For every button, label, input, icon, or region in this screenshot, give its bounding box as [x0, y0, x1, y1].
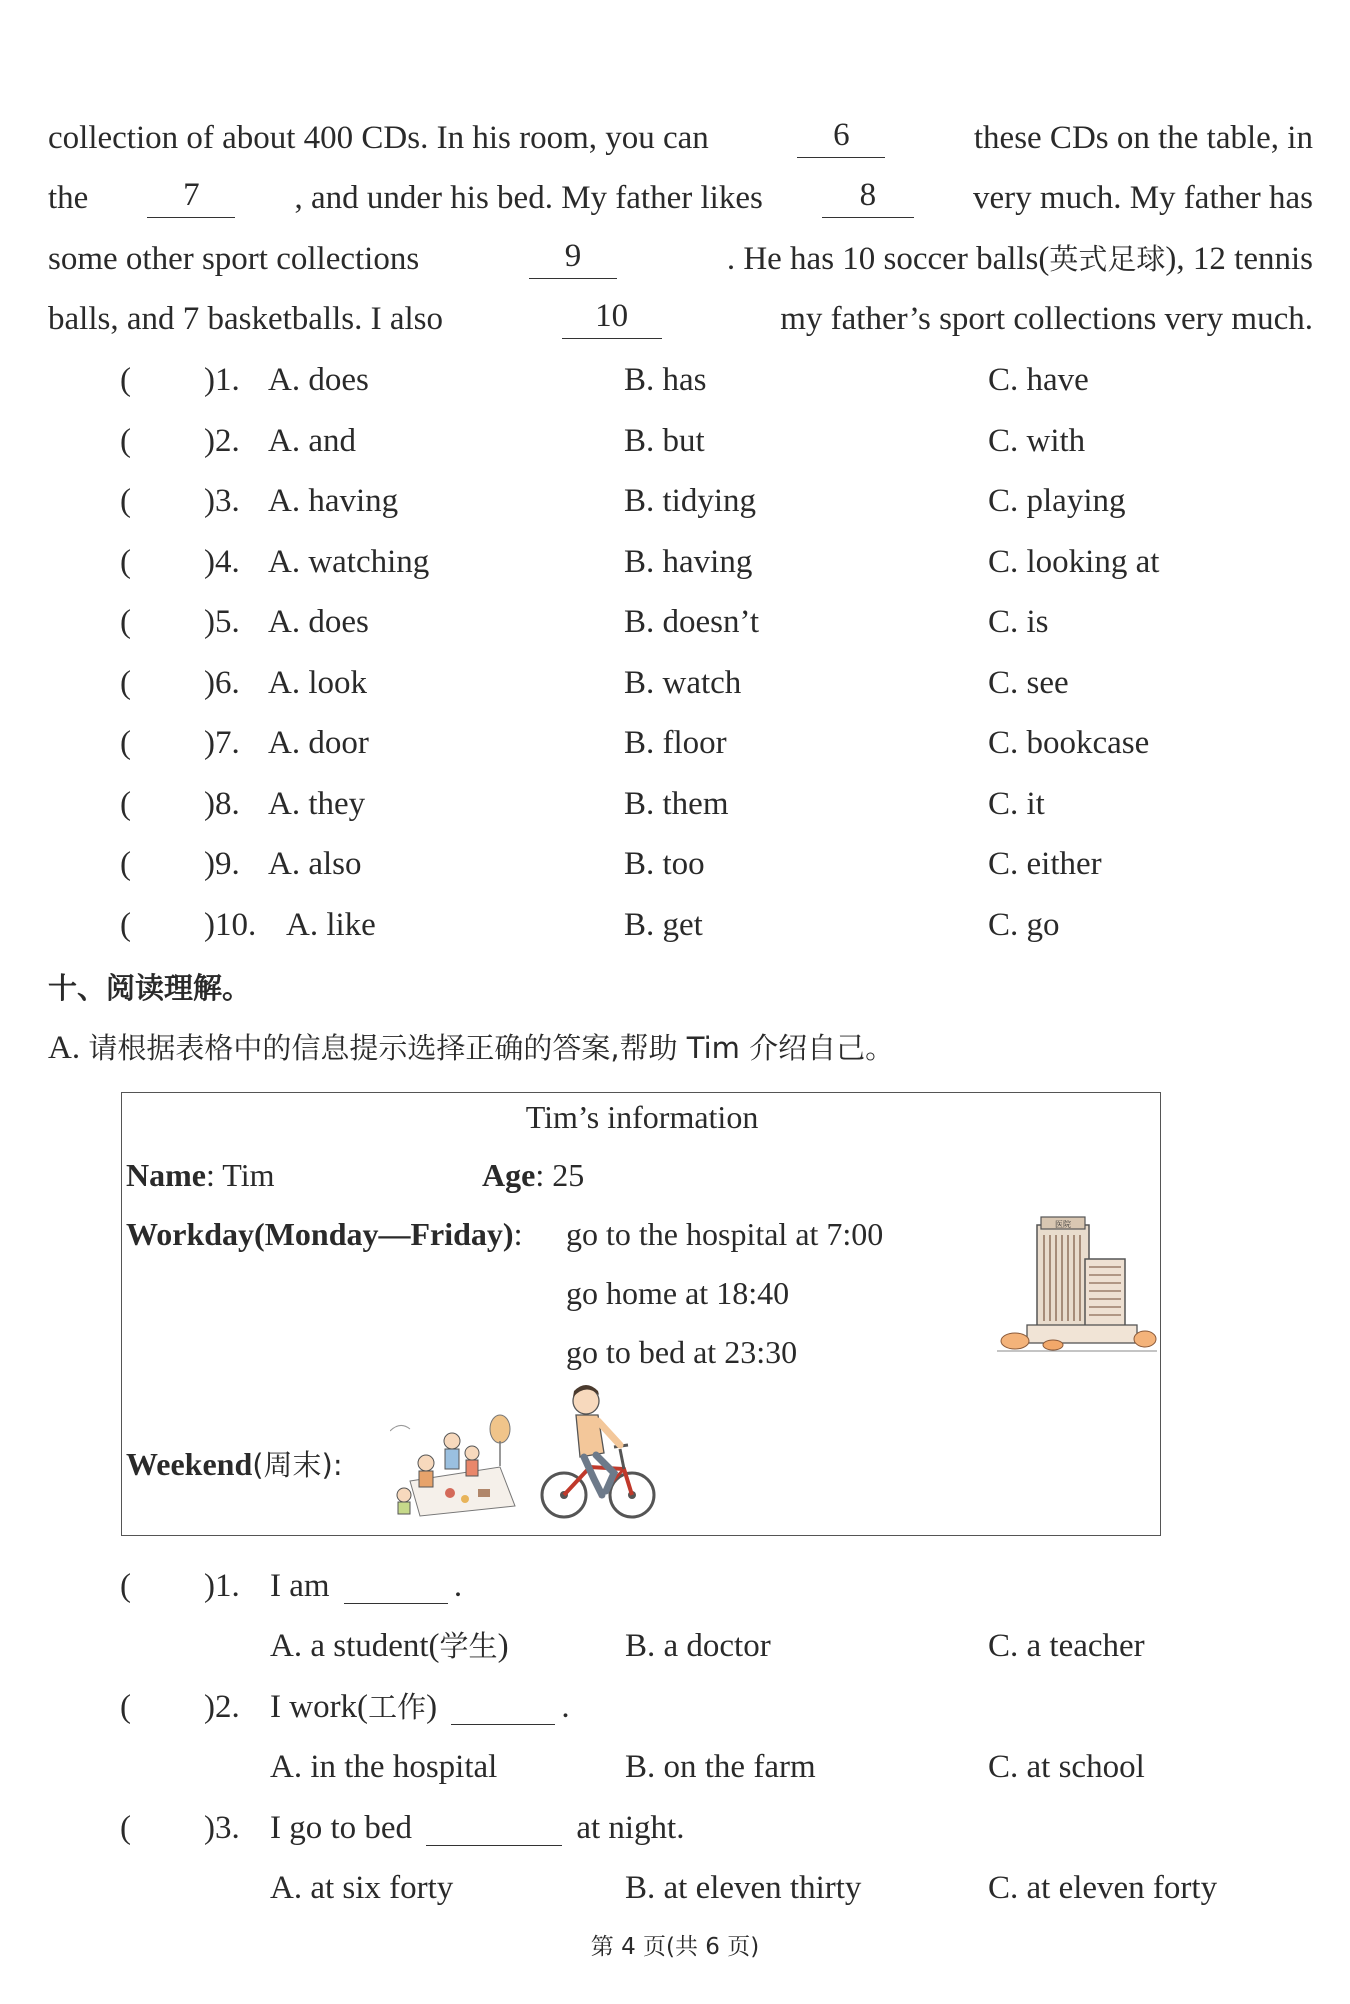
option-a[interactable] [270, 1747, 497, 1787]
text: some other sport collections [48, 241, 420, 277]
option-text-cn: 学生 [439, 1629, 498, 1663]
workday-colon: : [513, 1216, 523, 1252]
option-a[interactable] [270, 1868, 453, 1908]
option-c[interactable]: C. at eleven forty [988, 1870, 1218, 1906]
answer-blank[interactable] [344, 1569, 448, 1604]
answer-blank[interactable] [426, 1811, 562, 1846]
option-a[interactable]: A. door [268, 725, 369, 761]
option-a[interactable]: A. they [268, 785, 366, 822]
stem-text-cn: 工作 [368, 1690, 427, 1724]
blank-9[interactable]: 9 [529, 239, 617, 279]
text-cn: 英式足球 [1049, 242, 1166, 276]
question-stem [270, 1687, 570, 1727]
question-number: )5. [204, 604, 240, 640]
table-title: Tim’s information [525, 1099, 759, 1135]
option-b[interactable]: B. but [624, 422, 705, 459]
stem-text: I am [270, 1568, 330, 1604]
option-b[interactable]: B. them [624, 785, 729, 822]
option-a[interactable] [270, 1626, 509, 1666]
part-a-instruction [48, 1028, 894, 1068]
option-b[interactable]: B. on the farm [625, 1749, 816, 1785]
question-stem [270, 1566, 462, 1606]
passage-line-2 [48, 178, 1313, 218]
question-number: )3. [204, 1810, 240, 1846]
question-number: )7. [204, 725, 240, 761]
blank-7[interactable]: 7 [147, 178, 235, 218]
text: balls, and 7 basketballs. I also [48, 301, 444, 337]
stem-tail: at night. [576, 1810, 685, 1846]
stem-text: I go to bed [270, 1810, 413, 1846]
option-a[interactable]: A. like [286, 906, 376, 943]
question-number: )1. [204, 362, 240, 398]
option-c[interactable]: C. have [988, 362, 1089, 398]
answer-paren[interactable]: ( [120, 604, 131, 640]
text: ), 12 tennis [1165, 241, 1313, 277]
option-c[interactable]: C. with [988, 422, 1086, 459]
age-value: : 25 [535, 1157, 585, 1193]
schedule-item: go to bed at 23:30 [566, 1334, 798, 1370]
option-b[interactable]: B. get [624, 906, 703, 943]
section-ten-title: 十、阅读理解。 [48, 971, 252, 1005]
option-b[interactable]: B. watch [624, 664, 742, 701]
option-a[interactable]: A. and [268, 422, 356, 459]
option-text: ) [497, 1628, 509, 1664]
answer-paren[interactable]: ( [120, 1810, 131, 1846]
option-b[interactable]: B. too [624, 846, 705, 882]
part-a-text: 请根据表格中的信息提示选择正确的答案,帮助 Tim 介绍自己。 [88, 1031, 895, 1065]
option-c[interactable]: C. bookcase [988, 725, 1150, 761]
weekend-cn: (周末): [252, 1448, 343, 1482]
option-a[interactable]: A. having [268, 483, 399, 519]
answer-paren[interactable]: ( [120, 543, 131, 580]
option-b[interactable]: B. floor [624, 725, 727, 761]
workday-label: Workday(Monday—Friday) [126, 1216, 514, 1252]
weekend-row [126, 1444, 343, 1485]
option-b[interactable]: B. a doctor [625, 1628, 771, 1664]
option-text: A. a student( [270, 1628, 440, 1664]
option-b[interactable]: B. tidying [624, 483, 757, 519]
blank-8[interactable]: 8 [822, 178, 914, 218]
text: , and under his bed. My father likes [294, 180, 763, 216]
option-a[interactable]: A. watching [268, 543, 430, 580]
question-number: )1. [204, 1568, 240, 1604]
age-row [482, 1155, 584, 1195]
option-c[interactable]: C. a teacher [988, 1628, 1145, 1664]
stem-tail: . [453, 1568, 463, 1604]
answer-paren[interactable]: ( [120, 785, 131, 822]
page-footer: 第 4 页(共 6 页) [590, 1934, 760, 1960]
option-c[interactable]: C. playing [988, 483, 1126, 519]
schedule-item: go home at 18:40 [566, 1275, 790, 1311]
passage-line-4 [48, 299, 1313, 339]
schedule-item: go to the hospital at 7:00 [566, 1216, 884, 1252]
name-label: Name [126, 1157, 206, 1193]
text: collection of about 400 CDs. In his room, you can [48, 120, 709, 156]
answer-paren[interactable]: ( [120, 1568, 131, 1604]
question-number: )4. [204, 543, 240, 580]
option-c[interactable]: C. either [988, 846, 1102, 882]
answer-paren[interactable]: ( [120, 483, 131, 519]
question-stem [270, 1808, 684, 1848]
passage-line-1 [48, 118, 1313, 158]
text: my father’s sport collections very much. [780, 301, 1313, 337]
option-c[interactable]: C. go [988, 906, 1060, 943]
picnic-illustration [390, 1411, 525, 1521]
blank-10[interactable]: 10 [562, 299, 662, 339]
option-text: A. in the hospital [270, 1749, 498, 1785]
option-a[interactable]: A. does [268, 362, 369, 398]
question-number: )2. [204, 1689, 240, 1725]
name-row [126, 1155, 274, 1195]
option-c[interactable]: C. at school [988, 1749, 1145, 1785]
question-number: )2. [204, 422, 240, 459]
option-a[interactable]: A. look [268, 664, 367, 701]
part-a-prefix: A. [48, 1030, 81, 1066]
name-value: : Tim [205, 1157, 275, 1193]
text-group [727, 239, 1313, 279]
option-c[interactable]: C. see [988, 664, 1069, 701]
answer-paren[interactable]: ( [120, 846, 131, 882]
option-b[interactable]: B. doesn’t [624, 604, 760, 640]
option-a[interactable]: A. does [268, 604, 369, 640]
weekend-label: Weekend [126, 1446, 253, 1482]
blank-6[interactable]: 6 [797, 118, 885, 158]
question-number: )9. [204, 846, 240, 882]
hospital-illustration [997, 1213, 1157, 1358]
tim-info-table [121, 1092, 1161, 1536]
stem-text: ) [426, 1689, 438, 1725]
option-c[interactable]: C. it [988, 785, 1045, 822]
age-label: Age [482, 1157, 536, 1193]
stem-text: I work( [270, 1689, 369, 1725]
answer-blank[interactable] [451, 1690, 555, 1725]
answer-paren[interactable]: ( [120, 422, 131, 459]
answer-paren[interactable]: ( [120, 362, 131, 398]
stem-tail: . [561, 1689, 570, 1725]
answer-paren[interactable]: ( [120, 664, 131, 701]
question-number: )10. [204, 906, 257, 943]
answer-paren[interactable]: ( [120, 725, 131, 761]
option-a[interactable]: A. also [268, 846, 362, 882]
answer-paren[interactable]: ( [120, 906, 131, 943]
option-b[interactable]: B. has [624, 362, 707, 398]
answer-paren[interactable]: ( [120, 1689, 131, 1725]
text: these CDs on the table, in [973, 120, 1313, 156]
text: the [48, 180, 89, 216]
question-number: )8. [204, 785, 240, 822]
option-text: A. at six forty [270, 1870, 454, 1906]
passage-line-3 [48, 239, 1313, 279]
option-c[interactable]: C. is [988, 604, 1049, 640]
option-b[interactable]: B. having [624, 543, 753, 580]
hospital-sign: 医院 [1055, 1220, 1071, 1229]
cyclist-illustration [540, 1383, 660, 1533]
workday-row [126, 1214, 522, 1254]
option-b[interactable]: B. at eleven thirty [625, 1870, 862, 1906]
question-number: )6. [204, 664, 240, 701]
text: . He has 10 soccer balls( [726, 241, 1050, 277]
text: very much. My father has [973, 180, 1313, 216]
question-number: )3. [204, 483, 240, 519]
option-c[interactable]: C. looking at [988, 543, 1160, 580]
